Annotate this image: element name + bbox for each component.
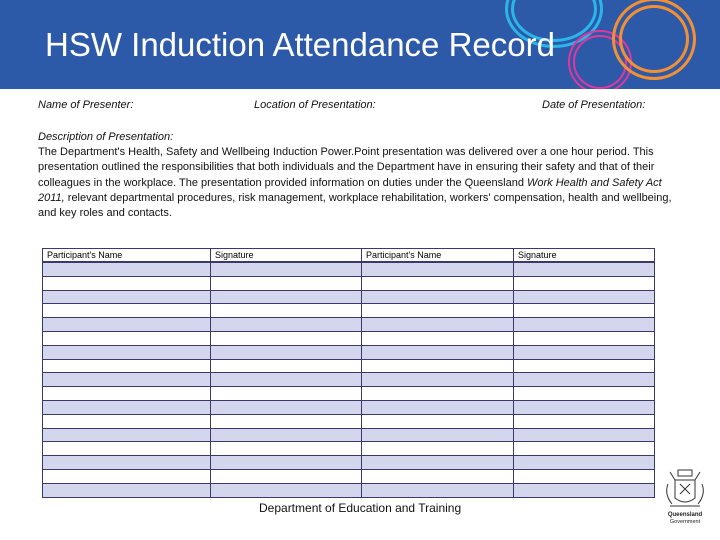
title-banner [0,0,720,89]
table-row [43,373,655,387]
col-participant-name-1: Participant's Name [43,249,211,263]
participant-name-cell[interactable] [43,304,211,318]
participant-name-cell[interactable] [43,387,211,401]
participant-name-cell[interactable] [362,387,514,401]
signature-cell[interactable] [514,442,655,456]
participant-name-cell[interactable] [43,456,211,470]
description [38,130,688,221]
description-text-part: relevant departmental procedures, risk management, workplace rehabilitation, workers' compensation, health and wellbeing, and key roles and contacts. [38,191,672,220]
participant-name-cell[interactable] [362,483,514,497]
svg-text:Queensland: Queensland [667,512,703,518]
signature-cell[interactable] [211,262,362,276]
act-name: Work Health and Safety Act 2011, [38,176,662,204]
participant-name-cell[interactable] [362,428,514,442]
signature-cell[interactable] [514,331,655,345]
signature-cell[interactable] [514,318,655,332]
table-row [43,428,655,442]
table-row [43,345,655,359]
participant-name-cell[interactable] [362,469,514,483]
table-row [43,262,655,276]
signature-cell[interactable] [211,456,362,470]
signature-cell[interactable] [211,469,362,483]
signature-cell[interactable] [211,331,362,345]
participant-name-cell[interactable] [362,400,514,414]
signature-cell[interactable] [211,387,362,401]
participant-name-cell[interactable] [43,359,211,373]
signature-cell[interactable] [211,318,362,332]
participant-name-cell[interactable] [362,276,514,290]
participant-name-cell[interactable] [362,262,514,276]
footer-department: Department of Education and Training [259,501,462,515]
signature-cell[interactable] [211,304,362,318]
attendance-table [42,248,655,498]
signature-cell[interactable] [514,414,655,428]
participant-name-cell[interactable] [43,276,211,290]
signature-cell[interactable] [514,469,655,483]
signature-cell[interactable] [514,387,655,401]
participant-name-cell[interactable] [43,290,211,304]
col-signature-2: Signature [514,249,655,263]
col-participant-name-2: Participant's Name [362,249,514,263]
location-label: Location of Presentation: [254,99,376,111]
participant-name-cell[interactable] [43,414,211,428]
signature-cell[interactable] [211,359,362,373]
table-row [43,290,655,304]
table-row [43,469,655,483]
table-row [43,304,655,318]
participant-name-cell[interactable] [362,456,514,470]
signature-cell[interactable] [211,483,362,497]
participant-name-cell[interactable] [43,469,211,483]
description-text-part: The Department's Health, Safety and Wellbeing Induction Power.Point presentation was delivered over a one hour period. This presentation outlined the responsibilities that both individuals and the Department have in ensuring their safety and that of their colleagues in the workplace. The presentation provided information on duties under the Queensland [38,146,655,189]
participant-name-cell[interactable] [362,414,514,428]
signature-cell[interactable] [514,456,655,470]
signature-cell[interactable] [211,345,362,359]
presenter-label: Name of Presenter: [38,99,134,111]
participant-name-cell[interactable] [362,345,514,359]
signature-cell[interactable] [514,290,655,304]
date-label: Date of Presentation: [542,99,646,111]
signature-cell[interactable] [514,400,655,414]
participant-name-cell[interactable] [43,400,211,414]
participant-name-cell[interactable] [43,318,211,332]
participant-name-cell[interactable] [43,345,211,359]
signature-cell[interactable] [514,373,655,387]
page-title: HSW Induction Attendance Record [45,26,555,63]
participant-name-cell[interactable] [43,428,211,442]
signature-cell[interactable] [514,359,655,373]
participant-name-cell[interactable] [362,304,514,318]
table-row [43,359,655,373]
participant-name-cell[interactable] [43,442,211,456]
signature-cell[interactable] [211,442,362,456]
participant-name-cell[interactable] [43,331,211,345]
participant-name-cell[interactable] [362,373,514,387]
table-row [43,331,655,345]
signature-cell[interactable] [211,290,362,304]
participant-name-cell[interactable] [362,359,514,373]
participant-name-cell[interactable] [362,331,514,345]
decorative-ring-orange [612,0,696,80]
signature-cell[interactable] [211,414,362,428]
table-row [43,456,655,470]
signature-cell[interactable] [211,276,362,290]
table-row [43,414,655,428]
table-row [43,442,655,456]
table-header-row [43,249,655,263]
participant-name-cell[interactable] [362,442,514,456]
participant-name-cell[interactable] [43,373,211,387]
signature-cell[interactable] [514,276,655,290]
participant-name-cell[interactable] [43,262,211,276]
signature-cell[interactable] [514,428,655,442]
signature-cell[interactable] [514,262,655,276]
signature-cell[interactable] [514,304,655,318]
table-row [43,387,655,401]
table-row [43,483,655,497]
table-row [43,318,655,332]
participant-name-cell[interactable] [362,318,514,332]
description-text [38,145,688,221]
signature-cell[interactable] [514,345,655,359]
table-row [43,400,655,414]
description-label: Description of Presentation: [38,131,174,143]
signature-cell[interactable] [211,428,362,442]
participant-name-cell[interactable] [43,483,211,497]
signature-cell[interactable] [211,373,362,387]
queensland-government-crest-logo [660,466,710,528]
signature-cell[interactable] [211,400,362,414]
table-row [43,276,655,290]
col-signature-1: Signature [211,249,362,263]
participant-name-cell[interactable] [362,290,514,304]
signature-cell[interactable] [514,483,655,497]
svg-text:Government: Government [669,519,701,525]
